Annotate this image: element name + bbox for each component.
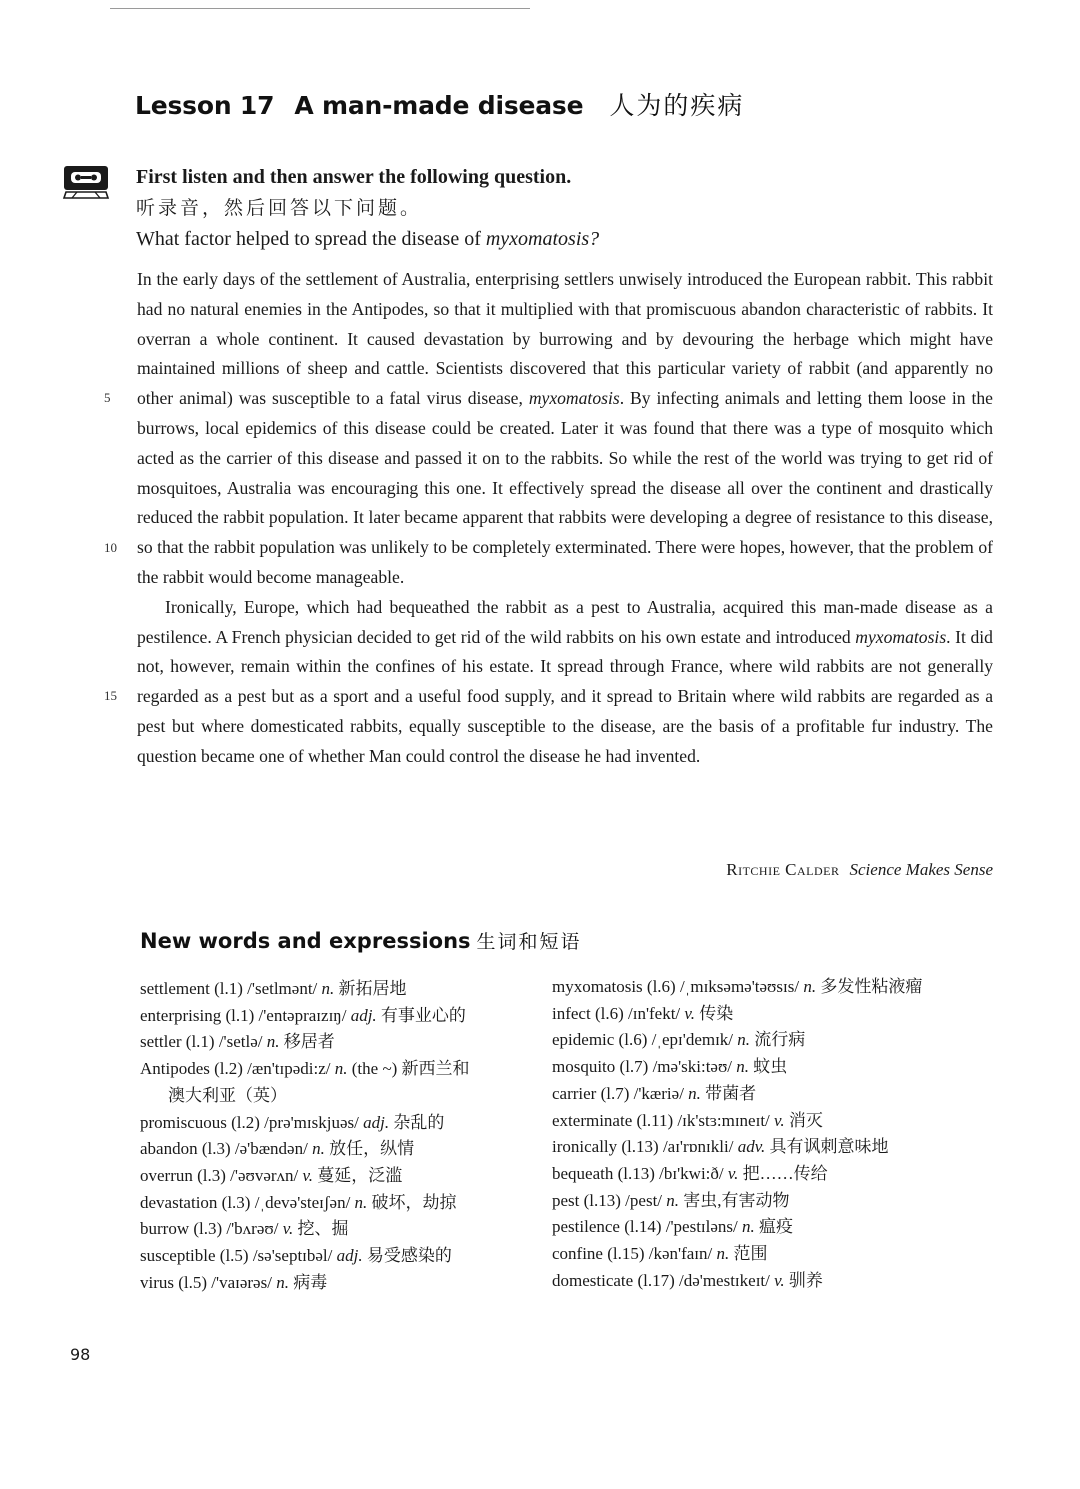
instruction-cn: 听录音，然后回答以下问题。 <box>136 198 423 219</box>
cassette-tape-icon <box>62 164 110 200</box>
vocab-pos: n. <box>334 1059 348 1079</box>
vocab-pos: v. <box>774 1110 785 1130</box>
vocab-head: devastation (l.3) /ˌdevə'steɪʃən/ <box>140 1192 355 1212</box>
vocabulary-list-left <box>140 976 535 1296</box>
vocab-entry <box>552 974 1002 1001</box>
vocab-head: carrier (l.7) /'kæriə/ <box>552 1083 689 1103</box>
vocab-pos: n. <box>321 979 335 998</box>
vocab-head: mosquito (l.7) /mə'ski:təʊ/ <box>552 1057 737 1077</box>
source-author: Ritchie Calder <box>726 860 840 879</box>
lesson-title-en: A man-made disease <box>294 91 584 120</box>
listening-instructions <box>136 162 599 255</box>
page-number: 98 <box>70 1345 91 1364</box>
vocab-head: enterprising (l.1) /'entəpraɪzɪŋ/ <box>140 1005 351 1025</box>
vocab-pos: v. <box>727 1163 739 1183</box>
vocab-cn: 传染 <box>694 1003 734 1023</box>
vocab-pos: v. <box>684 1003 695 1023</box>
vocab-entry <box>140 1110 535 1137</box>
vocab-head: susceptible (l.5) /sə'septɪbəl/ <box>140 1246 337 1266</box>
vocab-pos: n. <box>312 1139 325 1159</box>
vocab-entry <box>552 1241 1002 1268</box>
vocab-cn: 流行病 <box>750 1030 806 1050</box>
vocab-cn: 破坏，劫掠 <box>367 1192 457 1212</box>
vocab-head: settlement (l.1) /'setlmənt/ <box>140 979 322 998</box>
vocab-entry <box>140 1243 535 1270</box>
vocab-pos: v. <box>302 1165 314 1185</box>
passage-paragraph-1 <box>137 265 993 593</box>
vocab-entry <box>552 1108 1002 1135</box>
vocabulary-list-right <box>552 974 1002 1294</box>
vocabulary-heading-cn: 生词和短语 <box>476 931 582 953</box>
vocab-pos: n. <box>737 1030 751 1050</box>
vocab-entry <box>140 1056 535 1109</box>
vocab-head: pest (l.13) /pest/ <box>552 1190 667 1210</box>
vocab-head: domesticate (l.17) /də'mestɪkeɪt/ <box>552 1270 775 1290</box>
paragraph-2-text-b: . It did not, however, remain within the confines of his estate. It spread through France, where wild rabbits are not generally regarded as a pest but as a sport and a useful food supply, and it spread to Britain where wild rabbits are regarded as a pest but where domesticated rabbits, equally susceptible to the disease, are the basis of a profitable fur industry. The question became one of whether Man could control the disease he had invented. <box>137 626 993 766</box>
vocab-pos: n. <box>742 1217 755 1237</box>
comprehension-question <box>136 224 599 255</box>
vocab-cn: 把……传给 <box>738 1163 828 1183</box>
source-citation <box>726 860 993 880</box>
vocab-cn: 带菌者 <box>700 1083 757 1103</box>
vocab-head: myxomatosis (l.6) /ˌmɪksəmə'təʊsɪs/ <box>552 977 804 996</box>
vocab-cn-continued: 澳大利亚（英） <box>168 1085 287 1105</box>
vocab-cn: 瘟疫 <box>754 1217 794 1237</box>
paragraph-1-term: myxomatosis <box>528 388 620 409</box>
vocab-head: confine (l.15) /kən'faɪn/ <box>552 1244 717 1264</box>
vocab-head: promiscuous (l.2) /prə'mɪskjuəs/ <box>140 1112 364 1132</box>
vocab-entry <box>140 1136 535 1163</box>
paragraph-1-text-a: In the early days of the settlement of Australia, enterprising settlers unwisely introduced the European rabbit. This rabbit had no natural enemies in the Antipodes, so that it multiplied with that promiscuous abandon characteristic of rabbits. It overran a whole continent. It caused devastation by burrowing and by devouring the herbage which might have maintained millions of sheep and cattle. Scientists discovered that this particular variety of rabbit (and apparently no other animal) was susceptible to a fatal virus disease, <box>137 269 993 409</box>
reading-passage <box>137 265 993 772</box>
paragraph-1-text-b: . By infecting animals and letting them loose in the burrows, local epidemics of this disease could be created. Later it was found that there was a type of mosquito which acted as the carrier of this disease and passed it on to the rabbits. So while the rest of the world was trying to get rid of mosquitoes, Australia was encouraging this one. It effectively spread the disease all over the continent and drastically reduced the rabbit population. It later became apparent that rabbits were developing a degree of resistance to this disease, so that the rabbit population was unlikely to be completely exterminated. There were hopes, however, that the problem of the rabbit would become manageable. <box>137 388 993 587</box>
vocab-cn: 新拓居地 <box>334 979 407 998</box>
vocab-pos: adj. <box>363 1112 390 1132</box>
vocab-cn: 具有讽刺意味地 <box>765 1137 889 1157</box>
vocab-pos: n. <box>688 1083 701 1103</box>
vocab-cn: 范围 <box>729 1244 768 1264</box>
vocab-entry <box>552 1214 1002 1241</box>
vocab-head: settler (l.1) /'setlə/ <box>140 1032 267 1052</box>
line-number-10: 10 <box>104 540 117 555</box>
vocab-pos: adj. <box>336 1246 363 1266</box>
paragraph-2-text-a: Ironically, Europe, which had bequeathed the rabbit as a pest to Australia, acquired this man-made disease as a pestilence. A French physician decided to get rid of the wild rabbits on his own estate and introduced <box>137 596 993 647</box>
vocab-entry <box>140 1190 535 1217</box>
vocab-head: burrow (l.3) /'bʌrəʊ/ <box>140 1219 283 1239</box>
vocab-head: epidemic (l.6) /ˌepɪ'demɪk/ <box>552 1030 738 1050</box>
source-book: Science Makes Sense <box>849 860 993 879</box>
vocab-pos: v. <box>282 1219 294 1239</box>
vocab-entry <box>552 1027 1002 1054</box>
vocab-cn: 挖、掘 <box>293 1219 349 1239</box>
vocab-head: overrun (l.3) /'əʊvərʌn/ <box>140 1165 303 1185</box>
lesson-title <box>135 86 744 122</box>
vocab-entry <box>552 1161 1002 1188</box>
vocab-entry <box>552 1134 1002 1161</box>
vocab-entry <box>140 1270 535 1297</box>
vocab-cn: 驯养 <box>784 1270 823 1290</box>
question-term: myxomatosis? <box>485 228 600 250</box>
instruction-en: First listen and then answer the following question. <box>136 166 572 188</box>
top-rule <box>110 8 530 9</box>
question-text: What factor helped to spread the disease of <box>136 228 486 250</box>
vocab-cn: 消灭 <box>784 1110 823 1130</box>
vocab-cn: 移居者 <box>279 1032 335 1052</box>
vocab-cn: 害虫,有害动物 <box>679 1190 790 1210</box>
vocab-entry <box>552 1054 1002 1081</box>
vocab-entry <box>552 1188 1002 1215</box>
vocab-cn: 蚊虫 <box>749 1057 788 1077</box>
vocab-entry <box>140 1216 535 1243</box>
line-number-5: 5 <box>104 390 111 405</box>
vocab-pos: adj. <box>350 1005 377 1025</box>
vocabulary-heading-en: New words and expressions <box>140 929 471 953</box>
line-number-15: 15 <box>104 688 117 703</box>
vocab-entry <box>140 1029 535 1056</box>
vocab-head: pestilence (l.14) /'pestɪləns/ <box>552 1217 743 1237</box>
vocab-entry <box>140 1163 535 1190</box>
vocab-head: infect (l.6) /ɪn'fekt/ <box>552 1003 685 1023</box>
vocab-head: Antipodes (l.2) /æn'tɪpədi:z/ <box>140 1059 335 1079</box>
vocab-entry <box>552 1268 1002 1295</box>
vocab-pos: n. <box>716 1244 730 1264</box>
vocab-cn: (the ~) 新西兰和 <box>347 1059 470 1079</box>
vocab-cn: 病毒 <box>288 1272 328 1292</box>
vocab-pos: adv. <box>737 1137 766 1157</box>
vocabulary-heading <box>140 927 582 954</box>
vocab-head: exterminate (l.11) /ɪk'stɜ:mɪneɪt/ <box>552 1110 775 1130</box>
vocab-cn: 有事业心的 <box>376 1005 466 1025</box>
vocab-head: ironically (l.13) /aɪ'rɒnɪkli/ <box>552 1137 738 1157</box>
vocab-cn: 易受感染的 <box>362 1246 452 1266</box>
vocab-entry <box>552 1001 1002 1028</box>
vocab-pos: n. <box>276 1272 289 1292</box>
vocab-pos: n. <box>803 977 817 996</box>
passage-paragraph-2 <box>137 593 993 772</box>
vocab-cn: 放任，纵情 <box>324 1139 415 1159</box>
vocab-head: abandon (l.3) /ə'bændən/ <box>140 1139 313 1159</box>
vocab-pos: n. <box>354 1192 368 1212</box>
vocab-pos: n. <box>266 1032 280 1052</box>
vocab-cn: 多发性粘液瘤 <box>816 977 923 996</box>
paragraph-2-term: myxomatosis <box>855 626 947 647</box>
vocab-entry <box>552 1081 1002 1108</box>
vocab-head: virus (l.5) /'vaɪərəs/ <box>140 1272 277 1292</box>
vocab-entry <box>140 976 535 1003</box>
vocab-head: bequeath (l.13) /bɪ'kwi:ð/ <box>552 1163 728 1183</box>
lesson-number: Lesson 17 <box>135 91 275 120</box>
vocab-pos: n. <box>736 1057 750 1077</box>
vocab-cn: 蔓延，泛滥 <box>313 1165 403 1185</box>
vocab-pos: n. <box>666 1190 680 1210</box>
vocab-pos: v. <box>774 1270 785 1290</box>
vocab-cn: 杂乱的 <box>389 1112 445 1132</box>
lesson-title-cn: 人为的疾病 <box>609 91 745 120</box>
vocab-entry <box>140 1003 535 1030</box>
